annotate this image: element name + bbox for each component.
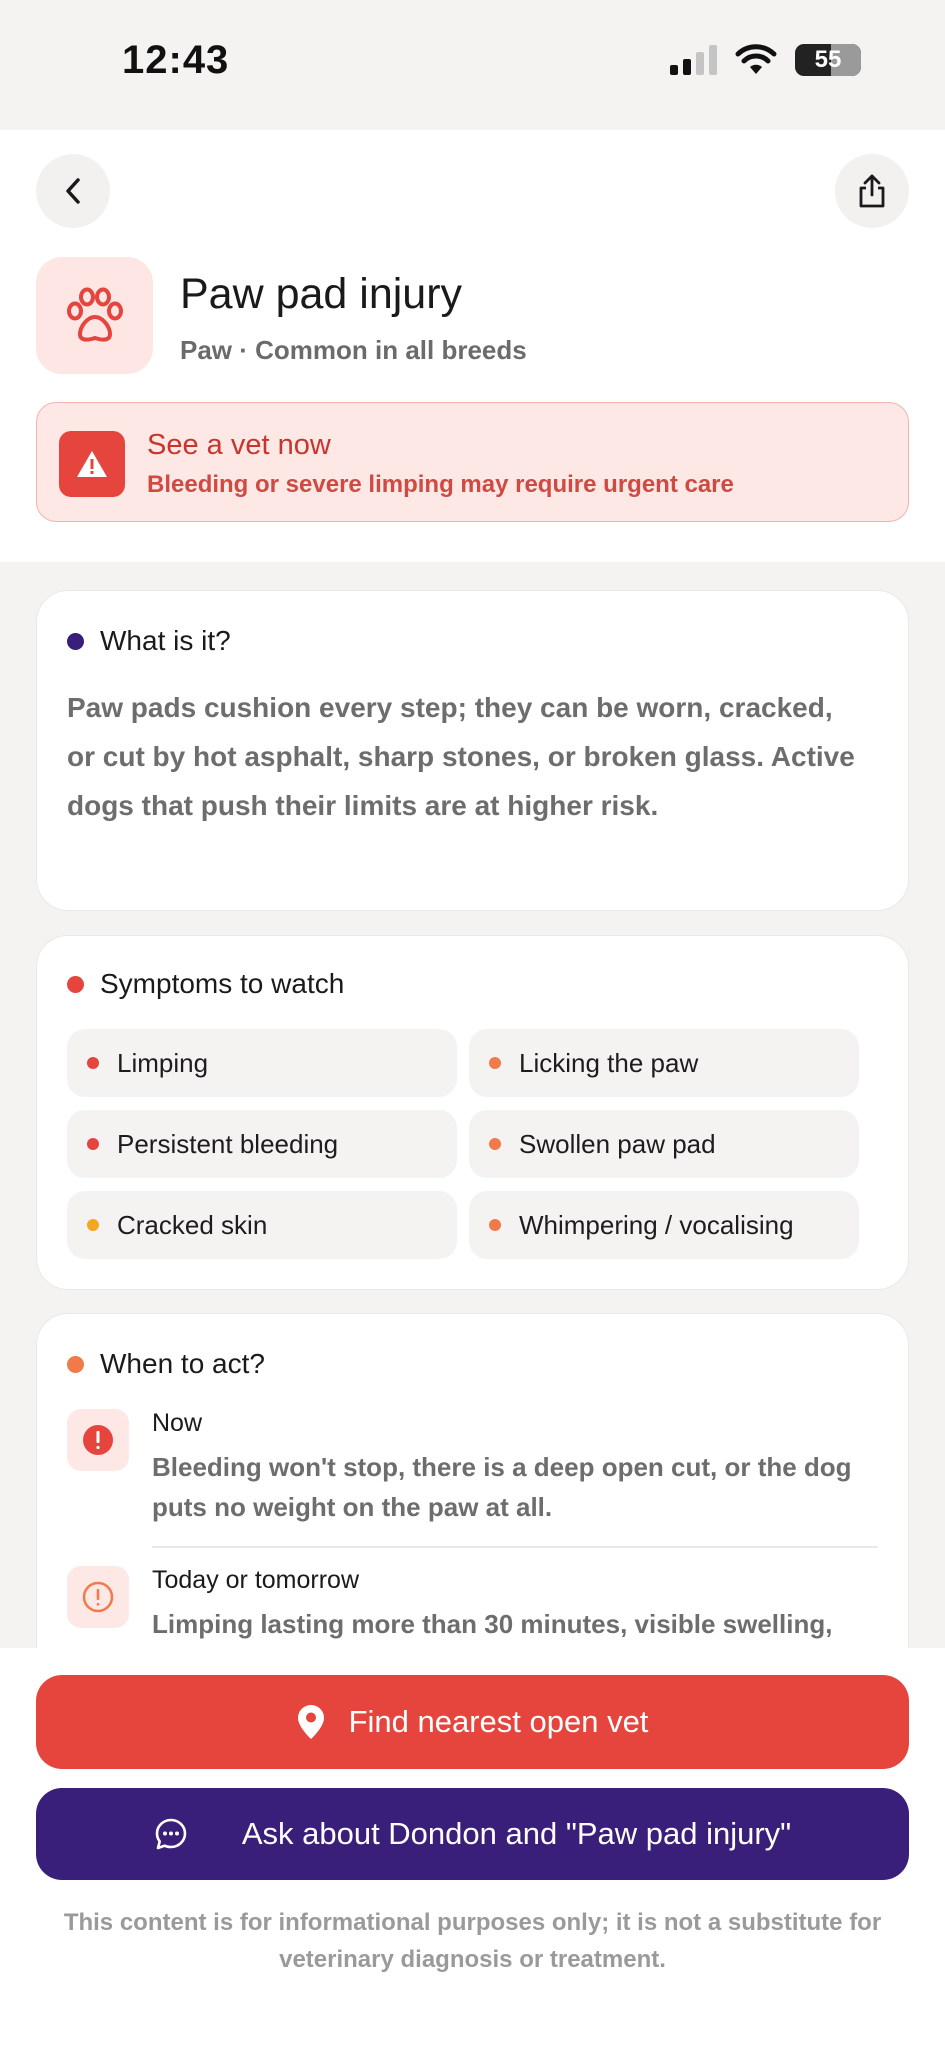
symptom-label: Swollen paw pad [519,1128,716,1159]
symptom-chip [67,1029,457,1097]
disclaimer-text: This content is for informational purposes only; it is not a substitute for veterinary diagnosis or treatment. [63,1909,882,1973]
symptom-chip [469,1191,859,1259]
symptom-chip [67,1110,457,1178]
location-pin-icon [297,1704,325,1740]
bottom-action-panel [0,1648,945,2048]
alert-title: See a vet now [147,429,331,461]
severity-dot-icon [87,1057,99,1069]
warning-icon [59,431,125,497]
battery-level: 55 [814,46,842,73]
purple-dot-icon [67,633,84,650]
chevron-left-icon [62,176,84,206]
status-bar [0,0,945,130]
what-heading: What is it? [100,625,231,656]
severity-dot-icon [489,1138,501,1150]
what-body: Paw pads cushion every step; they can be worn, cracked, or cut by hot asphalt, sharp stones, or broken glass. Active dogs that push their limits are at higher risk. [67,692,855,821]
ask-assistant-label: Ask about Dondon and "Paw pad injury" [241,1816,792,1851]
status-time: 12:43 [122,38,230,82]
act-text: Bleeding won't stop, there is a deep open cut, or the dog puts no weight on the paw at all. [152,1452,852,1522]
find-vet-label: Find nearest open vet [348,1704,649,1739]
act-label: Now [152,1409,203,1437]
symptom-label: Whimpering / vocalising [519,1209,794,1240]
symptoms-card [36,935,909,1290]
severity-dot-icon [87,1138,99,1150]
card-heading [67,625,231,657]
act-text: Limping lasting more than 30 minutes, visible swelling, [152,1609,833,1639]
wifi-icon [735,44,777,76]
status-icons [670,44,861,76]
symptom-label: Cracked skin [117,1209,268,1240]
act-heading: When to act? [100,1348,265,1379]
symptoms-heading: Symptoms to watch [100,968,345,999]
act-row-now [67,1409,882,1549]
orange-dot-icon [67,1356,84,1373]
what-is-it-card [36,590,909,911]
severity-dot-icon [489,1219,501,1231]
share-icon [857,173,887,209]
back-button[interactable] [36,154,110,228]
page-title: Paw pad injury [180,270,463,318]
divider [152,1546,878,1548]
card-heading [67,1348,265,1380]
find-vet-button[interactable] [36,1675,909,1769]
symptom-label: Licking the paw [519,1047,699,1078]
symptom-chip [67,1191,457,1259]
severity-dot-icon [87,1219,99,1231]
alert-subtitle: Bleeding or severe limping may require urgent care [147,471,734,498]
symptom-label: Limping [117,1047,209,1078]
symptom-chip [469,1029,859,1097]
urgent-alert-icon [67,1409,129,1471]
chat-bubble-icon [154,1817,188,1851]
battery-icon [795,44,861,76]
page-subtitle: Paw · Common in all breeds [180,335,527,365]
red-dot-icon [67,976,84,993]
card-heading [67,968,344,1000]
topic-icon-tile [36,257,153,374]
symptom-chip [469,1110,859,1178]
condition-header [0,130,945,562]
urgent-alert-banner [36,402,909,522]
share-button[interactable] [835,154,909,228]
severity-dot-icon [489,1057,501,1069]
act-label: Today or tomorrow [152,1566,360,1594]
ask-assistant-button[interactable] [36,1788,909,1880]
symptom-label: Persistent bleeding [117,1128,339,1159]
paw-icon [65,287,125,345]
alert-outline-icon [67,1566,129,1628]
cellular-signal-icon [670,45,717,75]
